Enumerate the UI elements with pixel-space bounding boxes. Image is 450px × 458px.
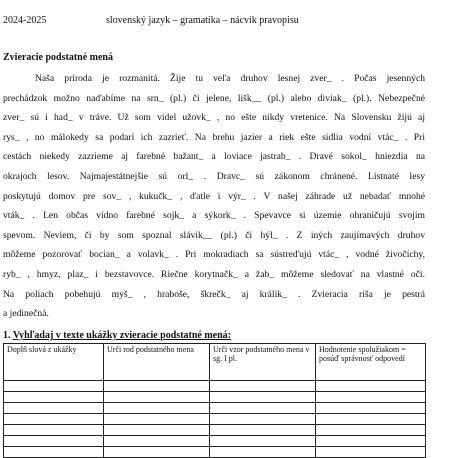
answer-cell[interactable] (104, 414, 210, 425)
paragraph-line: prechádzok možno naďabíme na srn_ (pl.) či jelene, lišk__ (pl.) alebo diviak_ (pl.). Nebezpečné (3, 92, 425, 104)
paragraph-line: cestách niekedy zazrieme aj farebné bažant_ a loviace jastrab_ . Dravé sokol_ hniezdia na (3, 151, 425, 163)
task-heading (3, 330, 231, 342)
task-title: Vyhľadaj v texte ukážky zvieracie podstatné mená: (12, 330, 232, 341)
paragraph-line: a jedinečná. (3, 308, 49, 320)
answer-cell[interactable] (210, 403, 316, 414)
answer-cell[interactable] (4, 403, 104, 414)
table-row (4, 436, 426, 447)
answer-cell[interactable] (316, 436, 426, 447)
paragraph-line: Naša príroda je rozmanitá. Žije tu veľa druhov lesnej zver_ . Počas jesenných (35, 73, 425, 84)
answer-cell[interactable] (316, 425, 426, 436)
paragraph-line: poskytujú domov pre sov_ , kukučk_ , ďatle i výr_ . V našej záhrade už nebadať mnohé (3, 190, 425, 202)
table-row (4, 414, 426, 425)
page-header (3, 14, 443, 28)
paragraph-line: okrajoch lesov. Najmajestátnejšie sú orl_ . Dravc_ sú zákonom chránené. Listnaté lesy (3, 170, 425, 182)
answer-cell[interactable] (104, 447, 210, 458)
answer-cell[interactable] (210, 414, 316, 425)
answer-cell[interactable] (104, 436, 210, 447)
paragraph-line: spevom. Neviem, či by som spoznal slávik__ (pl.) či hýl_ . Z iných zaujímavých druhov (3, 229, 425, 241)
exercise-paragraph (3, 69, 425, 324)
table-row (4, 425, 426, 436)
answer-rows (4, 381, 426, 458)
answer-cell[interactable] (4, 392, 104, 403)
table-row (4, 392, 426, 403)
column-header: Hodnotenie spolužiakom = posúď správnosť odpovedí (316, 344, 426, 381)
paragraph-line: rys_ , no málokedy sa podarí ich zazrieť. Na brehu jazier a riek ešte sídlia vodní vtác_ . Pri (3, 131, 425, 143)
answer-cell[interactable] (210, 392, 316, 403)
answer-cell[interactable] (316, 447, 426, 458)
answer-cell[interactable] (4, 436, 104, 447)
answer-cell[interactable] (104, 381, 210, 392)
answer-cell[interactable] (4, 414, 104, 425)
answer-cell[interactable] (210, 425, 316, 436)
answer-cell[interactable] (316, 381, 426, 392)
table-header-row (4, 344, 426, 381)
table-row (4, 403, 426, 414)
paragraph-line: ryb_ , hmyz, plaz_ i bezstavovce. Riečne korytnačk_ a žab_ môžeme sledovať na vlastné oči. (3, 268, 425, 280)
subject-line: slovenský jazyk – gramatika – nácvik pravopisu (106, 15, 299, 26)
section-title: Zvieracie podstatné mená (3, 52, 113, 63)
answer-cell[interactable] (316, 414, 426, 425)
answer-cell[interactable] (104, 403, 210, 414)
table-row (4, 447, 426, 458)
column-header: Urči vzor podstatného mena v sg. I pl. (210, 344, 316, 381)
paragraph-line: zver_ sú i had_ v tráve. Už som videl užovk_ , no ešte nikdy vretenice. Na Slovensku žijú aj (3, 112, 425, 124)
answer-cell[interactable] (316, 403, 426, 414)
answer-cell[interactable] (210, 436, 316, 447)
answer-cell[interactable] (4, 425, 104, 436)
table-row (4, 381, 426, 392)
paragraph-line: Na poliach pobehujú myš_ , hraboše, škrečk_ aj králik_ . Zvieracia ríša je pestrá (3, 288, 425, 300)
answer-cell[interactable] (104, 425, 210, 436)
answer-cell[interactable] (316, 392, 426, 403)
answer-cell[interactable] (4, 447, 104, 458)
paragraph-line: môžeme pozorovať bocian_ a volavk_ . Pri mokradiach sa sústreďujú vtác_ , vodné živočíchy, (3, 249, 425, 261)
answer-cell[interactable] (104, 392, 210, 403)
answer-cell[interactable] (210, 381, 316, 392)
column-header: Urči rod podstatného mena (104, 344, 210, 381)
answer-cell[interactable] (4, 381, 104, 392)
column-header: Doplň slová z ukážky (4, 344, 104, 381)
school-year: 2024-2025 (3, 15, 47, 26)
answer-cell[interactable] (210, 447, 316, 458)
task-number: 1. (3, 330, 11, 341)
paragraph-line: vták_ . Len občas vídno farebné sojk_ a sýkork_ . Spevavce si územie ohraničujú svojím (3, 210, 425, 222)
answer-table (3, 343, 426, 458)
